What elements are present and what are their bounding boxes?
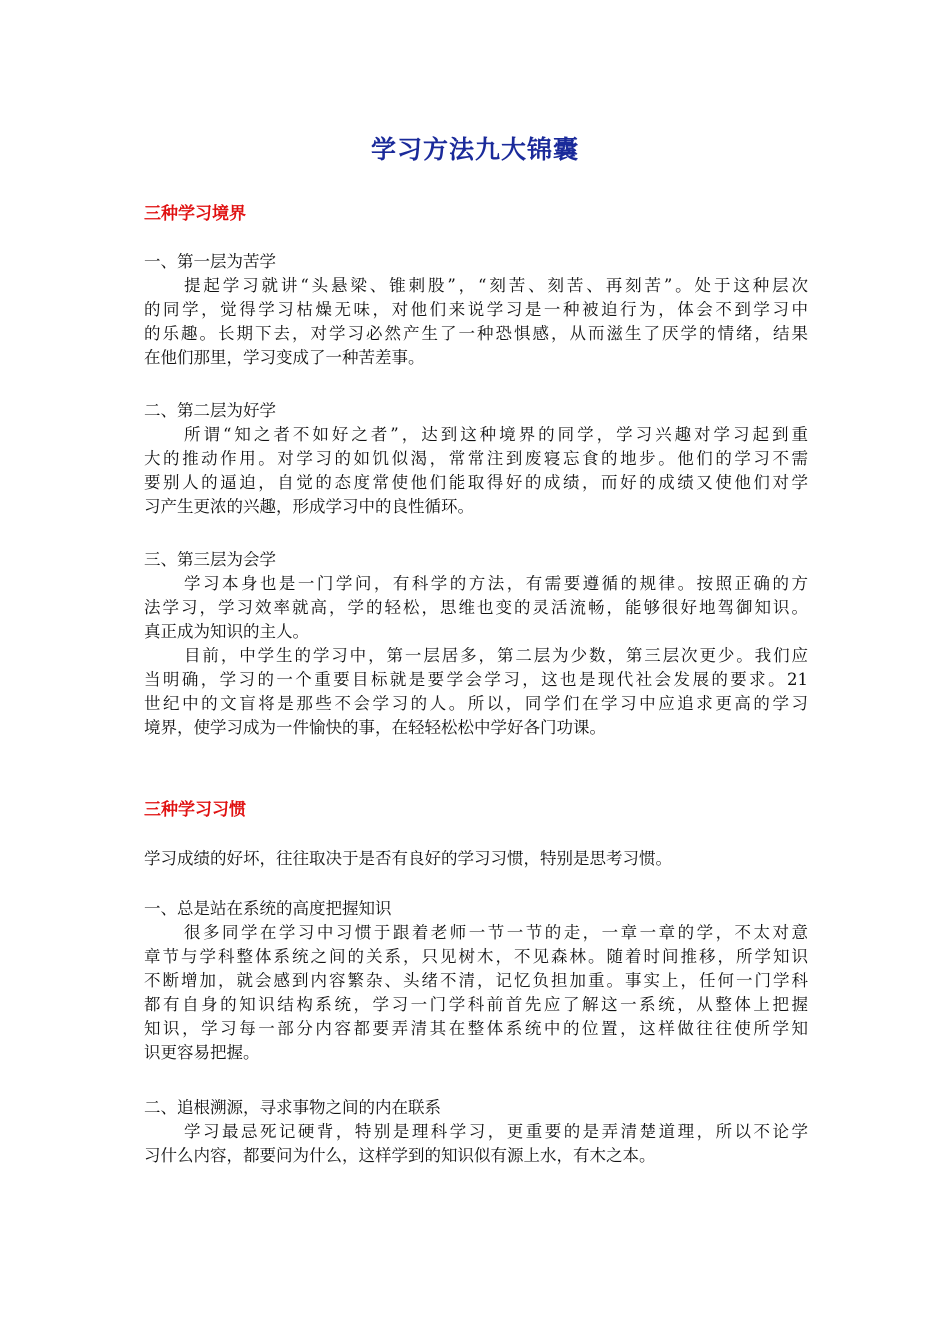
paragraph-line: 章节与学科整体系统之间的关系，只见树木，不见森林。随着时间推移，所学知识 — [144, 947, 808, 966]
paragraph-line: 习产生更浓的兴趣，形成学习中的良性循环。 — [144, 497, 474, 516]
level-2-heading: 二、第二层为好学 — [144, 401, 276, 420]
level-2-block — [144, 399, 808, 519]
paragraph-line: 世纪中的文盲将是那些不会学习的人。所以，同学们在学习中应追求更高的学习 — [144, 694, 808, 713]
habit-1-block — [144, 897, 808, 1065]
paragraph-line: 大的推动作用。对学习的如饥似渴，常常注到废寝忘食的地步。他们的学习不需 — [144, 449, 808, 468]
paragraph-line: 的同学，觉得学习枯燥无味，对他们来说学习是一种被迫行为，体会不到学习中 — [144, 300, 808, 319]
habit-1-heading: 一、总是站在系统的高度把握知识 — [144, 899, 392, 918]
intro-line: 学习成绩的好坏，往往取决于是否有良好的学习习惯，特别是思考习惯。 — [144, 849, 672, 868]
paragraph-line: 很多同学在学习中习惯于跟着老师一节一节的走，一章一章的学，不太对意 — [184, 923, 808, 942]
paragraph-line: 不断增加，就会感到内容繁杂、头绪不清，记忆负担加重。事实上，任何一门学科 — [144, 971, 808, 990]
paragraph-line: 在他们那里，学习变成了一种苦差事。 — [144, 348, 425, 367]
paragraph-line: 所谓“知之者不如好之者”，达到这种境界的同学，学习兴趣对学习起到重 — [184, 425, 808, 444]
paragraph-line: 的乐趣。长期下去，对学习必然产生了一种恐惧感，从而滋生了厌学的情绪，结果 — [144, 324, 808, 343]
document-title: 学习方法九大锦囊 — [370, 135, 579, 164]
level-3-heading: 三、第三层为会学 — [144, 550, 276, 569]
paragraph-line: 学习本身也是一门学问，有科学的方法，有需要遵循的规律。按照正确的方 — [184, 574, 808, 593]
paragraph-line: 习什么内容，都要问为什么，这样学到的知识似有源上水，有木之本。 — [144, 1146, 656, 1165]
paragraph-line: 要别人的逼迫，自觉的态度常使他们能取得好的成绩，而好的成绩又使他们对学 — [144, 473, 808, 492]
paragraph-line: 法学习，学习效率就高，学的轻松，思维也变的灵活流畅，能够很好地驾御知识。 — [144, 598, 808, 617]
habit-2-heading: 二、追根溯源，寻求事物之间的内在联系 — [144, 1098, 441, 1117]
paragraph-line: 识更容易把握。 — [144, 1043, 260, 1062]
habits-intro — [144, 847, 808, 871]
level-1-heading: 一、第一层为苦学 — [144, 252, 276, 271]
paragraph-line: 知识，学习每一部分内容都要弄清其在整体系统中的位置，这样做往往使所学知 — [144, 1019, 808, 1038]
paragraph-line: 目前，中学生的学习中，第一层居多，第二层为少数，第三层次更少。我们应 — [184, 646, 808, 665]
section-heading-learning-habits: 三种学习习惯 — [144, 800, 246, 820]
section-heading-learning-levels: 三种学习境界 — [144, 204, 246, 224]
paragraph-line: 境界，使学习成为一件愉快的事，在轻轻松松中学好各门功课。 — [144, 718, 606, 737]
paragraph-line: 提起学习就讲“头悬梁、锥刺股”，“刻苦、刻苦、再刻苦”。处于这种层次 — [184, 276, 808, 295]
paragraph-line: 学习最忌死记硬背，特别是理科学习，更重要的是弄清楚道理，所以不论学 — [184, 1122, 808, 1141]
paragraph-line: 当明确，学习的一个重要目标就是要学会学习，这也是现代社会发展的要求。21 — [144, 670, 808, 689]
paragraph-line: 真正成为知识的主人。 — [144, 622, 309, 641]
paragraph-line: 都有自身的知识结构系统，学习一门学科前首先应了解这一系统，从整体上把握 — [144, 995, 808, 1014]
habit-2-block — [144, 1096, 808, 1168]
level-3-block — [144, 548, 808, 740]
level-1-block — [144, 250, 808, 370]
